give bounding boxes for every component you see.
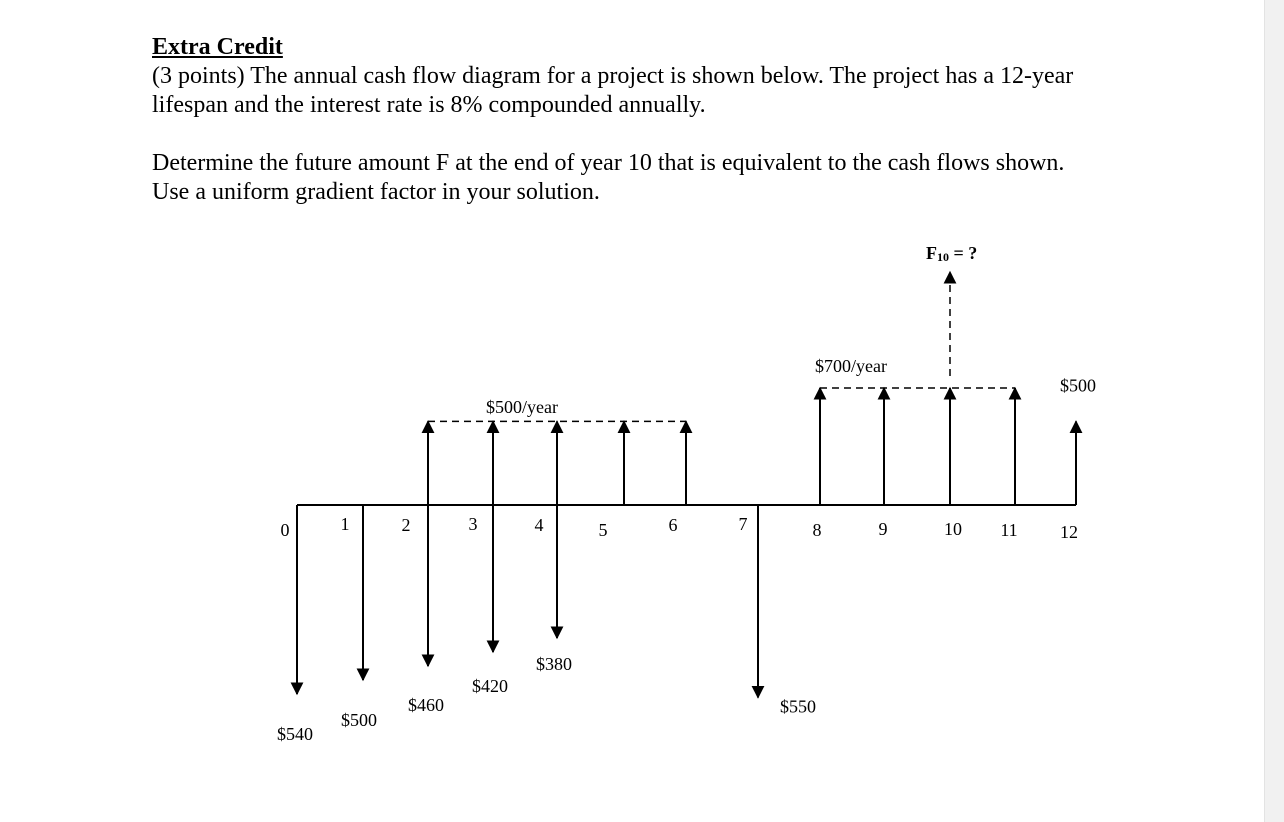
year-label-2: 2 [401,515,411,535]
future-value-suffix: = ? [949,243,978,263]
amount-label-year-12: $500 [1060,375,1096,396]
year-label-3: 3 [468,514,478,534]
year-labels [281,514,1079,542]
future-value-label [926,243,977,264]
heading: Extra Credit [152,34,283,60]
cash-flow-arrows [297,388,1076,698]
year-label-10: 10 [944,519,962,539]
scrollbar-track[interactable] [1264,0,1284,822]
year-label-12: 12 [1060,522,1078,542]
problem-line-3: Determine the future amount F at the end of year 10 that is equivalent to the cash flows shown. [152,150,1065,176]
year-label-4: 4 [534,515,544,535]
year-label-11: 11 [1000,520,1018,540]
year-label-6: 6 [668,515,678,535]
amount-label-year-2: $460 [408,695,444,715]
future-value-symbol: F [926,243,937,263]
annuity-label-500: $500/year [486,397,558,417]
amount-label-year-3: $420 [472,676,508,696]
problem-line-4: Use a uniform gradient factor in your solution. [152,179,600,205]
year-label-0: 0 [280,520,290,540]
year-label-5: 5 [598,520,608,540]
amount-label-year-4: $380 [536,654,572,674]
future-value-subscript: 10 [937,250,949,264]
amount-label-year-7: $550 [780,696,816,717]
year-label-7: 7 [738,514,748,534]
amount-label-year-0: $540 [277,724,313,744]
year-label-8: 8 [812,520,822,540]
problem-line-1: (3 points) The annual cash flow diagram for a project is shown below. The project has a 12-year [152,63,1074,89]
year-label-9: 9 [878,519,888,539]
problem-line-2: lifespan and the interest rate is 8% compounded annually. [152,92,706,118]
year-label-1: 1 [340,514,350,534]
amount-label-year-1: $500 [341,710,377,730]
annuity-label-700: $700/year [815,356,887,376]
